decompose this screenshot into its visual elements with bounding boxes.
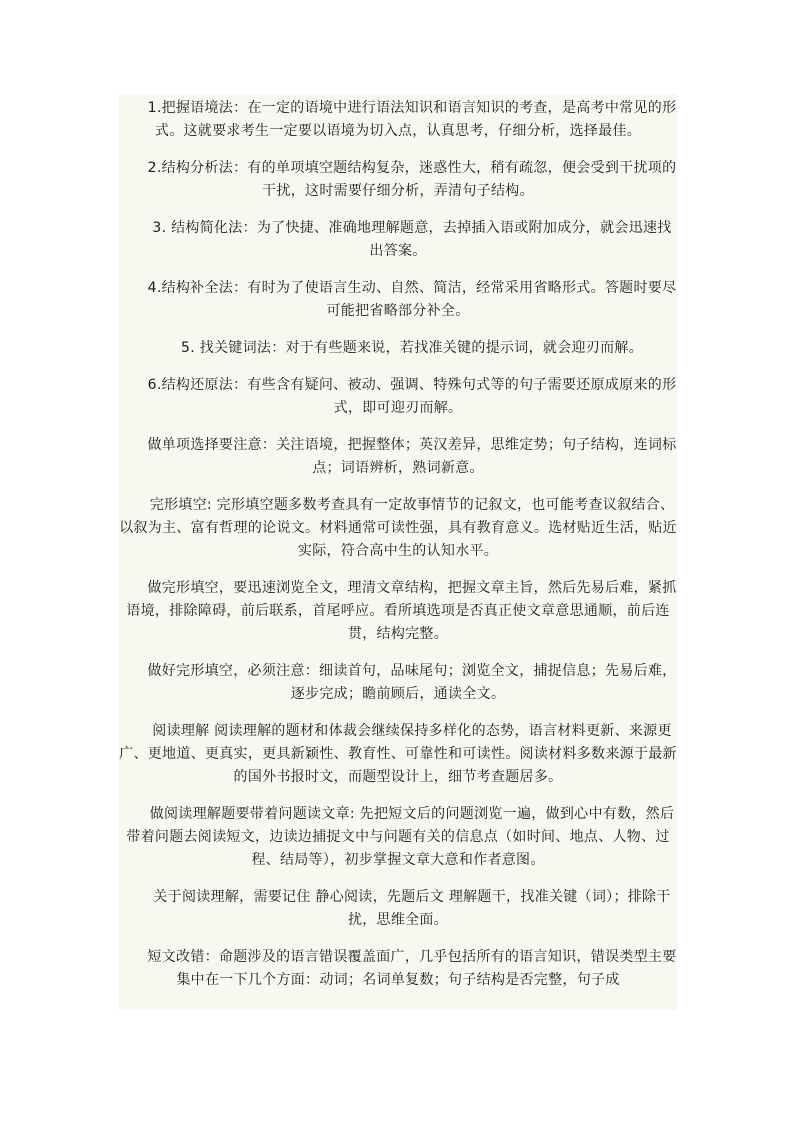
- paragraph-text: 6.结构还原法：有些含有疑问、被动、强调、特殊句式等的句子需要还原成原来的形式，即可迎刃而解。: [147, 377, 677, 416]
- paragraph: [119, 337, 677, 360]
- paragraph-text: 3. 结构简化法：为了快捷、准确地理解题意，去掉插入语或附加成分，就会迅速找出答案。: [152, 220, 672, 259]
- paragraph: [119, 720, 677, 789]
- document-content: [119, 94, 677, 1010]
- paragraph-text: 阅读理解 阅读理解的题材和体裁会继续保持多样化的态势，语言材料更新、来源更广、更地道、更真实，更具新颖性、教育性、可靠性和可读性。阅读材料多数来源于最新的国外书报时文，而题型设计上，细节考查题居多。: [119, 723, 677, 785]
- paragraph: [119, 374, 677, 420]
- paragraph: [119, 434, 677, 480]
- paragraph-text: 2.结构分析法：有的单项填空题结构复杂，迷惑性大，稍有疏忽，便会受到干扰项的干扰，这时需要仔细分析，弄清句子结构。: [147, 160, 677, 199]
- paragraph: [119, 277, 677, 323]
- paragraph-text: 做阅读理解题要带着问题读文章: 先把短文后的问题浏览一遍，做到心中有数，然后带着问题去阅读短文，边读边捕捉文中与问题有关的信息点（如时间、地点、人物、过程、结局等），初步掌握文章大意和作者意图。: [126, 806, 675, 868]
- paragraph-text: 做单项选择要注意：关注语境，把握整体；英汉差异，思维定势；句子结构，连词标点；词语辨析，熟词新意。: [147, 437, 677, 476]
- paragraph: [119, 97, 677, 143]
- paragraph-text: 做好完形填空，必须注意：细读首句，品味尾句；浏览全文，捕捉信息；先易后难，逐步完成；瞻前顾后，通读全文。: [147, 663, 677, 702]
- paragraph-text: 1.把握语境法：在一定的语境中进行语法知识和语言知识的考查，是高考中常见的形式。这就要求考生一定要以语境为切入点，认真思考，仔细分析，选择最佳。: [147, 100, 677, 139]
- paragraph: [119, 946, 677, 992]
- paragraph-text: 做完形填空，要迅速浏览全文，理清文章结构，把握文章主旨，然后先易后难，紧抓语境，排除障碍，前后联系，首尾呼应。看所填选项是否真正使文章意思通顺，前后连贯，结构完整。: [126, 580, 677, 642]
- paragraph-text: 完形填空: 完形填空题多数考查具有一定故事情节的记叙文，也可能考查议叙结合、以叙为主、富有哲理的论说文。材料通常可读性强，具有教育意义。选材贴近生活，贴近实际，符合高中生的认知水平。: [119, 497, 677, 559]
- paragraph: [119, 217, 677, 263]
- paragraph-text: 4.结构补全法：有时为了使语言生动、自然、简洁，经常采用省略形式。答题时要尽可能把省略部分补全。: [147, 280, 677, 319]
- paragraph-text: 关于阅读理解，需要记住 静心阅读，先题后文 理解题干，找准关键（词）；排除干扰，思维全面。: [153, 889, 671, 928]
- paragraph-text: 短文改错：命题涉及的语言错误覆盖面广，几乎包括所有的语言知识，错误类型主要集中在一下几个方面：动词；名词单复数；句子结构是否完整，句子成: [147, 949, 677, 988]
- paragraph: [119, 660, 677, 706]
- paragraph: [119, 577, 677, 646]
- paragraph: [119, 886, 677, 932]
- paragraph: [119, 494, 677, 563]
- paragraph: [119, 803, 677, 872]
- paragraph-text: 5. 找关键词法：对于有些题来说，若找准关键的提示词，就会迎刃而解。: [180, 340, 643, 356]
- paragraph: [119, 157, 677, 203]
